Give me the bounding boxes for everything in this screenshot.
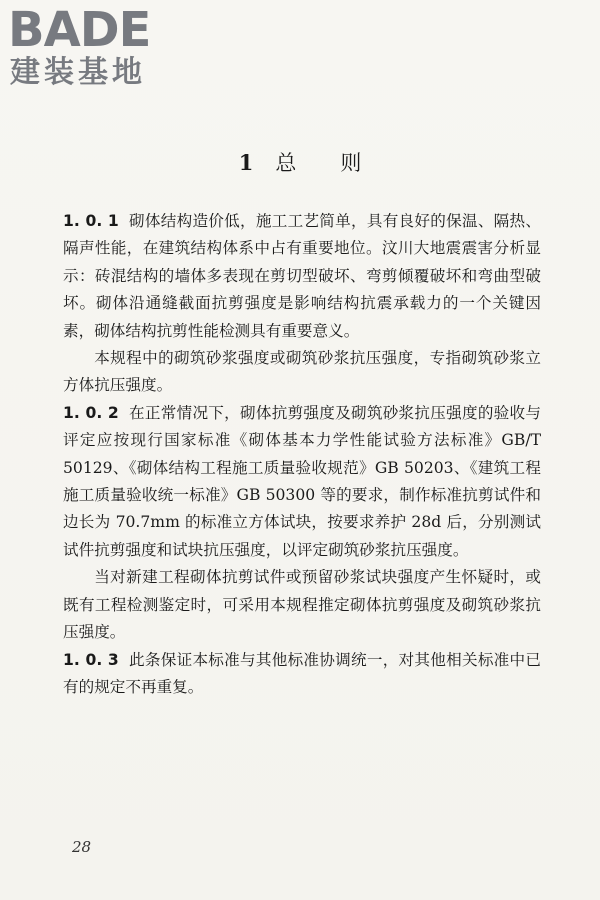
chapter-title — [0, 150, 600, 176]
chapter-title-char-1: 总 — [275, 151, 297, 175]
clause-1-0-1 — [63, 208, 541, 345]
chapter-number: 1 — [238, 150, 254, 175]
clause-text: 本规程中的砌筑砂浆强度或砌筑砂浆抗压强度，专指砌筑砂浆立方体抗压强度。 — [63, 349, 541, 395]
clause-1-0-2 — [63, 400, 541, 564]
page-number: 28 — [72, 838, 92, 856]
clause-text: 在正常情况下，砌体抗剪强度及砌筑砂浆抗压强度的验收与评定应按现行国家标准《砌体基本力学性能试验方法标准》GB/T 50129、《砌体结构工程施工质量验收规范》GB 50203、《建筑工程施工质量验收统一标准》GB 50300 等的要求，制作标准抗剪试件和边长为 70.7mm 的标准立方体试块，按要求养护 28d 后，分别测试试件抗剪强度和试块抗压强度，以评定砌筑砂浆抗压强度。 — [63, 403, 541, 559]
clause-text: 此条保证本标准与其他标准协调统一，对其他相关标准中已有的规定不再重复。 — [63, 650, 541, 696]
clause-text: 砌体结构造价低，施工工艺简单，具有良好的保温、隔热、隔声性能，在建筑结构体系中占有重要地位。汶川大地震震害分析显示：砖混结构的墙体多表现在剪切型破坏、弯剪倾覆破坏和弯曲型破坏。砌体沿通缝截面抗剪强度是影响结构抗震承载力的一个关键因素，砌体结构抗剪性能检测具有重要意义。 — [63, 212, 541, 340]
clause-number: 1. 0. 2 — [63, 403, 119, 422]
clause-1-0-3 — [63, 647, 541, 702]
clause-1-0-2-paragraph-2 — [63, 564, 541, 646]
logo-word: BADE — [8, 2, 151, 58]
logo-subtitle: 建装基地 — [10, 55, 146, 90]
chapter-title-char-2: 则 — [340, 151, 362, 175]
clause-text: 当对新建工程砌体抗剪试件或预留砂浆试块强度产生怀疑时，或既有工程检测鉴定时，可采用本规程推定砌体抗剪强度及砌筑砂浆抗压强度。 — [63, 568, 541, 642]
body-text — [63, 208, 541, 701]
clause-number: 1. 0. 3 — [63, 650, 119, 669]
bade-logo — [8, 4, 178, 92]
clause-1-0-1-paragraph-2 — [63, 345, 541, 400]
clause-number: 1. 0. 1 — [63, 212, 119, 230]
